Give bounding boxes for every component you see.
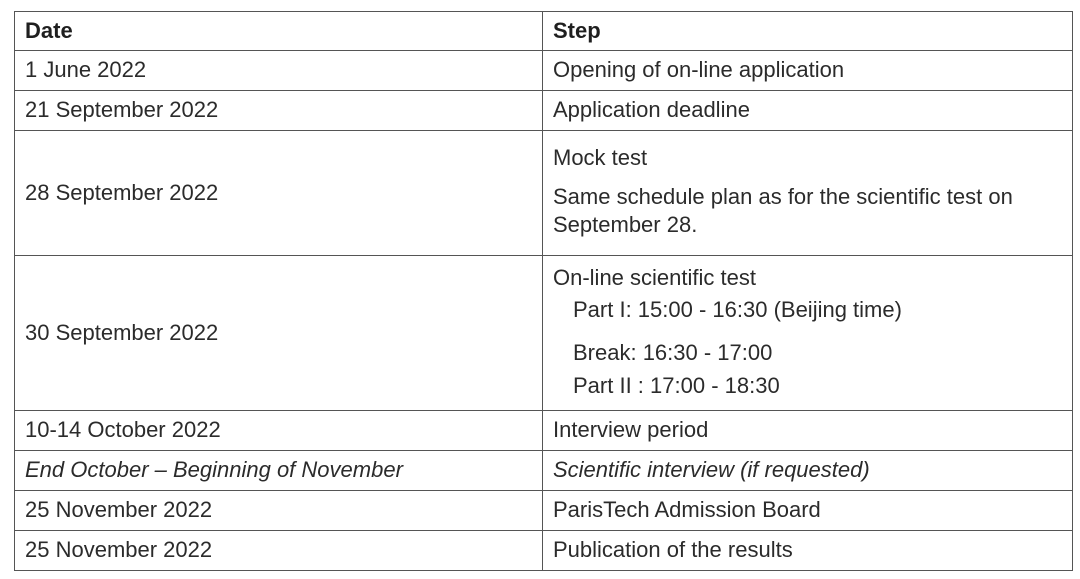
date-cell: 25 November 2022 — [15, 531, 543, 571]
table-header — [15, 12, 1073, 51]
date-cell: 25 November 2022 — [15, 491, 543, 531]
date-cell: 10-14 October 2022 — [15, 411, 543, 451]
step-cell: Publication of the results — [543, 531, 1073, 571]
schedule-table — [14, 11, 1073, 571]
table-row — [15, 531, 1073, 571]
step-cell — [543, 256, 1073, 411]
step-cell: ParisTech Admission Board — [543, 491, 1073, 531]
step-cell: Scientific interview (if requested) — [543, 451, 1073, 491]
date-cell: 1 June 2022 — [15, 51, 543, 91]
date-cell: End October – Beginning of November — [15, 451, 543, 491]
table-body — [15, 51, 1073, 571]
schedule-part-2: Part II : 17:00 - 18:30 — [573, 372, 780, 398]
column-header-date: Date — [15, 12, 543, 51]
table-row — [15, 131, 1073, 256]
table-row — [15, 256, 1073, 411]
step-title: On-line scientific test — [553, 264, 756, 290]
table-row — [15, 51, 1073, 91]
step-title: Mock test — [553, 145, 648, 171]
date-cell: 21 September 2022 — [15, 91, 543, 131]
table-row — [15, 91, 1073, 131]
table-row — [15, 411, 1073, 451]
header-row — [15, 12, 1073, 51]
date-cell: 30 September 2022 — [15, 256, 543, 411]
step-cell: Opening of on-line application — [543, 51, 1073, 91]
step-cell — [543, 131, 1073, 256]
schedule-break: Break: 16:30 - 17:00 — [573, 340, 773, 365]
step-detail: Same schedule plan as for the scientific test on September 28. — [553, 183, 1013, 238]
table-row — [15, 451, 1073, 491]
column-header-step: Step — [543, 12, 1073, 51]
table-row — [15, 491, 1073, 531]
step-cell: Application deadline — [543, 91, 1073, 131]
schedule-part-1: Part I: 15:00 - 16:30 (Beijing time) — [573, 297, 902, 323]
date-cell: 28 September 2022 — [15, 131, 543, 256]
step-cell: Interview period — [543, 411, 1073, 451]
